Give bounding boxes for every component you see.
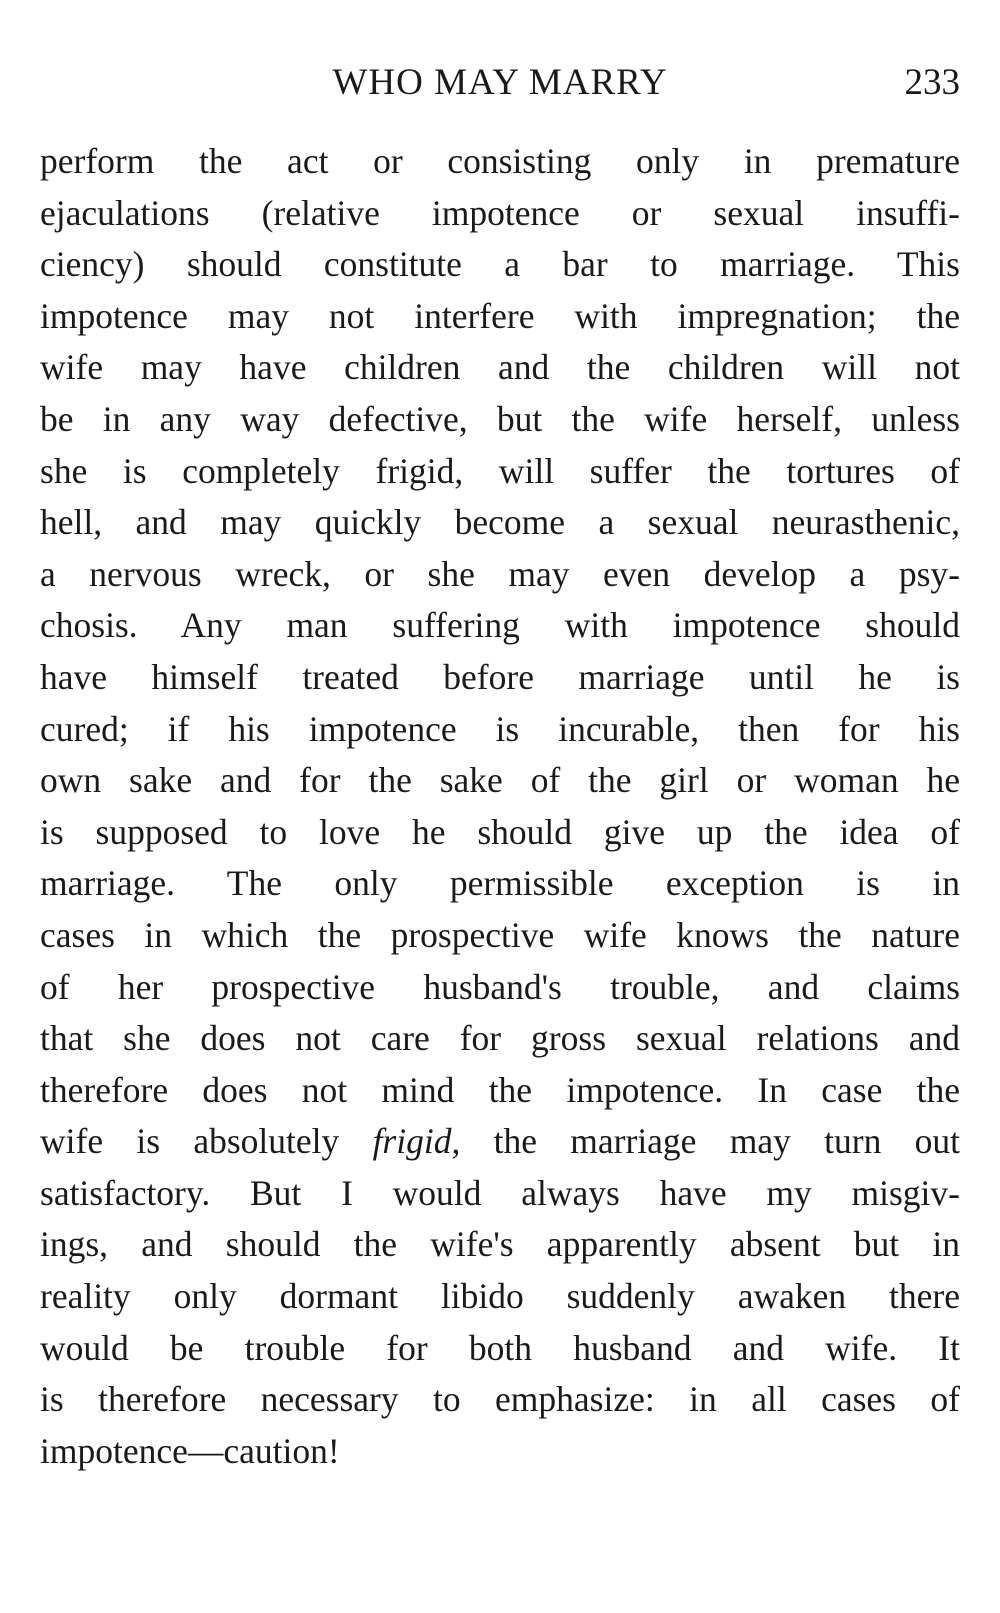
body-text [40, 136, 960, 1477]
text-line: satisfactory. But I would always have my misgiv- [40, 1172, 960, 1213]
text-line: wife may have children and the children will not [40, 347, 960, 388]
text-line: ejaculations (relative impotence or sexual insuffi- [40, 192, 960, 233]
page-number: 233 [904, 62, 960, 103]
text-line: cases in which the prospective wife knows the nature [40, 914, 960, 955]
text-line: impotence may not interfere with impregnation; the [40, 295, 960, 336]
text-line: chosis. Any man suffering with impotence should [40, 605, 960, 646]
text-line-final: impotence—caution! [40, 1430, 340, 1471]
text-line: she is completely frigid, will suffer the tortures of [40, 450, 960, 491]
text-line: ciency) should constitute a bar to marriage. This [40, 244, 960, 285]
text-line: ings, and should the wife's apparently absent but in [40, 1224, 960, 1265]
text-line: that she does not care for gross sexual relations and [40, 1018, 960, 1059]
running-header [40, 58, 960, 108]
text-line: have himself treated before marriage until he is [40, 656, 960, 697]
line-segment: the marriage may turn out [460, 1121, 960, 1162]
text-line: own sake and for the sake of the girl or woman he [40, 760, 960, 801]
text-line-with-emphasis [40, 1116, 960, 1168]
emphasized-word: frigid, [372, 1121, 461, 1162]
text-line: be in any way defective, but the wife herself, unless [40, 398, 960, 439]
text-line: perform the act or consisting only in premature [40, 141, 960, 181]
line-segment: wife is absolutely [40, 1121, 373, 1162]
running-title: WHO MAY MARRY [332, 62, 668, 103]
text-line: a nervous wreck, or she may even develop a psy- [40, 553, 960, 594]
text-line: of her prospective husband's trouble, and claims [40, 966, 960, 1007]
text-line: cured; if his impotence is incurable, then for his [40, 708, 960, 749]
text-line: is therefore necessary to emphasize: in all cases of [40, 1379, 960, 1420]
text-line: would be trouble for both husband and wife. It [40, 1327, 960, 1368]
text-line: is supposed to love he should give up the idea of [40, 811, 960, 852]
text-line: reality only dormant libido suddenly awaken there [40, 1276, 960, 1317]
text-line: hell, and may quickly become a sexual neurasthenic, [40, 502, 960, 543]
text-line: therefore does not mind the impotence. In case the [40, 1069, 960, 1110]
text-line: marriage. The only permissible exception is in [40, 863, 960, 904]
